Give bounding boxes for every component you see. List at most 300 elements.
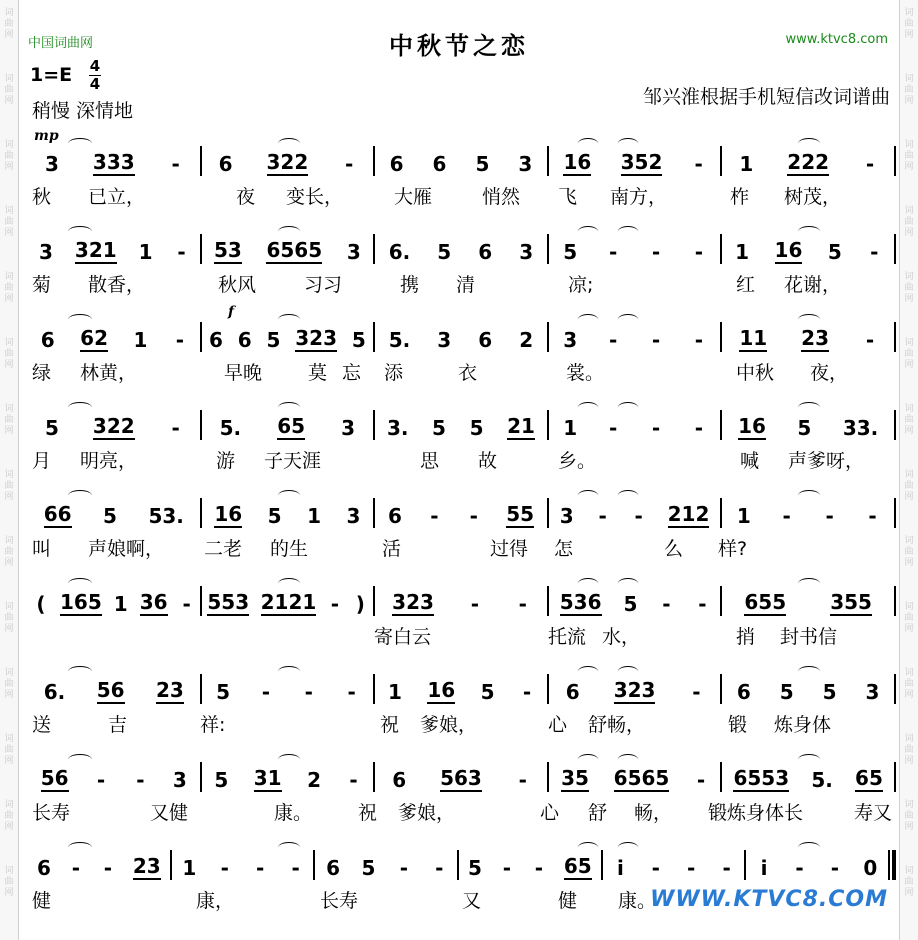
note-group: - [399,856,409,880]
measure [202,586,374,616]
note-group: 3 [346,240,361,264]
side-watermark: 词曲网 [4,470,14,502]
note-group: 1 [133,328,148,352]
note-group: 56 [40,766,69,790]
slur-arc [578,402,598,413]
measure [722,674,894,704]
lyric-word: 大雁 [394,186,433,208]
slur-arc [618,754,638,765]
lyric-word: 祝 [358,802,378,824]
note-group: 6. [43,680,66,704]
note-group: - [349,768,358,792]
note-group: 5 [623,592,638,616]
measure [722,498,894,528]
note-row [28,410,896,440]
note-group: - [534,856,544,880]
note-group: 5 [432,416,446,440]
lyric-row [28,534,896,560]
lyric-word: 思 [420,450,440,472]
note-row [28,850,896,880]
lyric-word: 忘 [342,362,362,384]
slur-arc [578,578,598,589]
lyric-word: 月 [32,450,52,472]
time-signature [88,58,102,93]
note-group: - [345,152,354,176]
note-group: - [782,504,791,528]
page-header [0,28,918,60]
slur-arc [68,578,92,589]
note-group: 212 [667,502,710,526]
note-group: - [347,680,356,704]
slur-arc [68,138,92,149]
note-group: 3 [563,328,578,352]
note-group: - [261,680,271,704]
note-group: 655 [744,590,787,614]
measure [549,762,721,792]
measure [549,674,721,704]
measure [28,674,200,704]
measure [459,850,601,880]
slur-arc [68,842,92,853]
note-group: 33. [842,416,879,440]
note-group: 536 [559,590,602,614]
measure [746,850,888,880]
lyric-word: 的生 [270,538,309,560]
note-group: - [182,592,191,616]
score-system [28,304,896,392]
lyric-row [28,446,896,472]
slur-arc [798,138,820,149]
lyric-word: 吉 [108,714,128,736]
note-group: 3 [346,504,361,528]
lyric-word: 长寿 [32,802,71,824]
lyric-row [28,270,896,296]
slur-arc [278,226,300,237]
note-group: 6 [565,680,580,704]
side-watermark: 词曲网 [904,602,914,634]
lyric-word: 携 [400,274,420,296]
note-group: 36 [139,590,168,614]
note-group: 1 [307,504,321,528]
note-group: - [694,416,704,440]
note-group: ( [36,592,46,616]
slur-arc [618,138,638,149]
note-group: 6 [209,328,223,352]
final-barline [888,850,896,880]
footer-watermark: WWW.KTVC8.COM [650,887,888,912]
note-group: - [651,328,661,352]
site-name-left[interactable]: 中国词曲网 [28,36,94,51]
lyric-word: 秋风 [218,274,257,296]
note-group: 23 [132,854,161,878]
note-group: - [608,328,618,352]
note-group: 1 [138,240,153,264]
note-group: 355 [830,590,872,614]
lyric-word: 裳。 [566,362,605,384]
slur-arc [68,490,92,501]
measure [375,762,547,792]
lyric-word: 祥: [200,714,226,736]
slur-arc [618,842,638,853]
side-watermark: 词曲网 [4,734,14,766]
slur-arc [278,578,300,589]
measure [375,322,547,352]
note-group: - [795,856,804,880]
score-body [28,128,896,920]
barline [894,146,896,176]
measure [722,586,894,616]
note-group: - [136,768,145,792]
note-group: - [865,152,875,176]
note-group: 1 [113,592,128,616]
side-watermark: 词曲网 [4,8,14,40]
note-group: 5 [103,504,117,528]
measure [722,234,894,264]
lyric-word: 二老 [204,538,243,560]
note-group: 5. [811,768,833,792]
measure [722,146,894,176]
lyric-word: 舒 [588,802,608,824]
lyric-word: 过得 [490,538,529,560]
note-group: 6 [478,240,493,264]
lyric-word: 夜， [810,362,849,384]
lyric-word: 喊 [740,450,760,472]
measure [202,234,374,264]
slur-arc [618,578,638,589]
lyric-word: 康， [196,890,235,912]
note-group: 1 [739,152,754,176]
side-watermark: 词曲网 [4,866,14,898]
note-group: - [220,856,229,880]
note-group: 56 [96,678,125,702]
note-group: 321 [74,238,117,262]
note-group: 1 [563,416,578,440]
score-system [28,216,896,304]
lyric-word: 子天涯 [264,450,322,472]
lyric-word: 中秋 [736,362,775,384]
lyric-word: 水， [602,626,641,648]
lyric-word: 锻炼身体长 [708,802,804,824]
note-group: - [662,592,671,616]
side-watermark: 词曲网 [904,140,914,172]
lyric-word: 舒畅， [588,714,646,736]
measure [375,586,547,616]
note-group: 3 [172,768,187,792]
note-group: - [518,768,527,792]
side-watermark: 词曲网 [4,140,14,172]
barline [894,498,896,528]
side-watermark: 词曲网 [904,206,914,238]
composer-credit: 邹兴淮根据手机短信改词谱曲 [642,86,890,108]
side-watermark: 词曲网 [904,404,914,436]
time-signature-top: 4 [89,57,101,75]
lyric-word: 林黄， [80,362,138,384]
lyric-word: 花谢， [784,274,842,296]
measure [549,498,721,528]
side-watermark: 词曲网 [4,338,14,370]
lyric-row [28,358,896,384]
lyric-word: 树茂， [784,186,842,208]
lyric-word: 又 [462,890,482,912]
lyric-word: 衣 [458,362,478,384]
measure [202,146,374,176]
note-group: - [96,768,106,792]
lyric-row [28,182,896,208]
note-group: 1 [735,240,750,264]
lyric-word: 爹娘， [398,802,456,824]
note-group: - [687,856,696,880]
slur-arc [578,842,598,853]
note-group: 16 [774,238,803,262]
note-group: 23 [155,678,184,702]
lyric-word: 莫 [308,362,328,384]
lyric-word: 散香， [88,274,146,296]
slur-arc [798,842,820,853]
lyric-word: 凉; [568,274,594,296]
side-watermark: 词曲网 [904,272,914,304]
note-group: 23 [801,326,830,350]
note-group: 6 [37,856,51,880]
note-group: 3 [437,328,452,352]
barline [894,322,896,352]
note-group: 53. [148,504,184,528]
side-watermark: 词曲网 [4,272,14,304]
measure [28,322,200,352]
side-watermark: 词曲网 [4,206,14,238]
lyric-word: 菊 [32,274,52,296]
note-group: 53 [213,238,242,262]
side-watermark: 词曲网 [4,668,14,700]
lyric-word: 托流 [548,626,587,648]
side-watermark: 词曲网 [4,536,14,568]
side-watermark: 词曲网 [4,404,14,436]
lyric-word: 声娘啊， [88,538,165,560]
slur-arc [68,666,92,677]
slur-arc [68,754,92,765]
lyric-word: 柞 [730,186,750,208]
note-group: 333 [92,150,135,174]
note-group: 5 [351,328,366,352]
measure [202,762,374,792]
note-group: - [694,240,704,264]
note-group: - [171,152,180,176]
note-group: 21 [507,414,535,438]
note-group: 6 [478,328,493,352]
note-group: i [760,856,768,880]
note-group: - [692,680,701,704]
barline [894,762,896,792]
side-watermark: 词曲网 [904,8,914,40]
note-group: 5 [797,416,812,440]
key-signature: 1=E [30,64,73,86]
measure [375,410,547,440]
note-group: - [469,504,478,528]
slur-arc [798,314,820,325]
lyric-row [28,710,896,736]
note-group: 1 [736,504,751,528]
note-group: - [698,592,707,616]
slur-arc [618,666,638,677]
note-group: - [868,504,877,528]
note-group: 16 [427,678,456,702]
note-group: 563 [440,766,482,790]
note-group: 6. [388,240,411,264]
measure [603,850,745,880]
note-group: 6553 [733,766,790,790]
note-group: 0 [863,856,878,880]
slur-arc [798,402,820,413]
note-row [28,234,896,264]
note-group: - [651,856,660,880]
lyric-word: 畅， [634,802,673,824]
lyric-word: 康。 [274,802,313,824]
measure [28,410,200,440]
slur-arc [68,314,92,325]
slur-arc [798,490,820,501]
slur-arc [578,754,598,765]
note-group: 3 [518,152,533,176]
measure [375,234,547,264]
slur-arc [278,666,300,677]
barline [894,234,896,264]
slur-arc [618,226,638,237]
lyric-word: 乡。 [558,450,597,472]
note-group: 1 [387,680,402,704]
side-watermark: 词曲网 [4,602,14,634]
side-watermark: 词曲网 [904,536,914,568]
note-group: - [608,240,618,264]
lyric-word: 南方， [610,186,668,208]
score-system [28,656,896,744]
lyric-word: 健 [32,890,52,912]
note-group: 5 [480,680,495,704]
measure [722,410,894,440]
lyric-word: 送 [32,714,52,736]
measure [202,322,374,352]
side-watermark: 词曲网 [904,668,914,700]
note-group: 31 [253,766,282,790]
note-group: 222 [787,150,830,174]
note-group: 165 [60,590,102,614]
slur-arc [798,666,820,677]
lyric-word: 游 [216,450,236,472]
lyric-word: 故 [478,450,498,472]
lyric-word: 早晚 [224,362,263,384]
lyric-word: 心 [540,802,560,824]
note-group: 5 [216,680,230,704]
note-group: 5. [388,328,411,352]
lyric-word: 祝 [380,714,400,736]
note-group: 5 [267,504,282,528]
note-row [28,322,896,352]
note-group: 6 [326,856,340,880]
note-group: i [616,856,624,880]
lyric-word: 活 [382,538,402,560]
lyric-word: 长寿 [320,890,359,912]
lyric-word: 炼身体 [774,714,832,736]
time-signature-bottom: 4 [89,75,101,93]
note-group: 6 [392,768,407,792]
lyric-word: 寿又 [854,802,893,824]
slur-arc [618,314,638,325]
note-group: 5 [214,768,229,792]
note-group: 6 [389,152,404,176]
note-group: - [470,592,479,616]
note-row [28,146,896,176]
note-group: 323 [295,326,338,350]
measure [202,410,374,440]
score-system [28,392,896,480]
note-group: 5 [469,416,484,440]
lyric-word: 康。 [618,890,657,912]
note-group: 6 [40,328,55,352]
measure [202,674,374,704]
slur-arc [278,490,300,501]
lyric-word: 悄然 [482,186,521,208]
score-meta [30,57,890,124]
note-group: 65 [563,854,592,878]
note-group: - [518,592,527,616]
score-system [28,480,896,568]
lyric-word: 怎 [554,538,574,560]
lyric-word: 锻 [728,714,748,736]
site-url-right[interactable]: www.ktvc8.com [785,32,888,47]
note-group: 6 [237,328,252,352]
score-system [28,568,896,656]
measure [549,410,721,440]
measure [722,762,894,792]
note-group: 553 [207,590,250,614]
note-group: 5 [361,856,376,880]
score-system [28,128,896,216]
note-row [28,762,896,792]
note-group: - [430,504,439,528]
lyric-word: 红 [736,274,756,296]
note-group: - [865,328,875,352]
lyric-word: 寄白云 [374,626,432,648]
note-row [28,674,896,704]
measure [549,586,721,616]
note-group: 5 [45,416,59,440]
note-group: 3 [45,152,59,176]
note-group: 3 [341,416,356,440]
note-group: - [694,152,703,176]
lyric-word: 已立， [88,186,146,208]
note-group: 3 [519,240,534,264]
measure [722,322,894,352]
note-group: 66 [43,502,72,526]
tempo-marking: 稍慢 深情地 [32,100,134,122]
lyric-word: 绿 [32,362,52,384]
lyric-word: 爹娘， [420,714,478,736]
note-group: 5 [827,240,842,264]
note-group: 11 [739,326,768,350]
slur-arc [618,490,638,501]
note-group: 322 [92,414,135,438]
note-group: - [825,504,834,528]
song-title: 中秋节之恋 [389,32,529,60]
lyric-word: 叫 [32,538,52,560]
slur-arc [68,226,92,237]
right-margin [899,0,918,940]
note-group: 3 [559,504,574,528]
note-row [28,586,896,616]
note-group: 5 [475,152,490,176]
lyric-word: 明亮， [80,450,138,472]
note-group: 6 [387,504,402,528]
note-group: 2 [519,328,534,352]
measure [28,850,170,880]
